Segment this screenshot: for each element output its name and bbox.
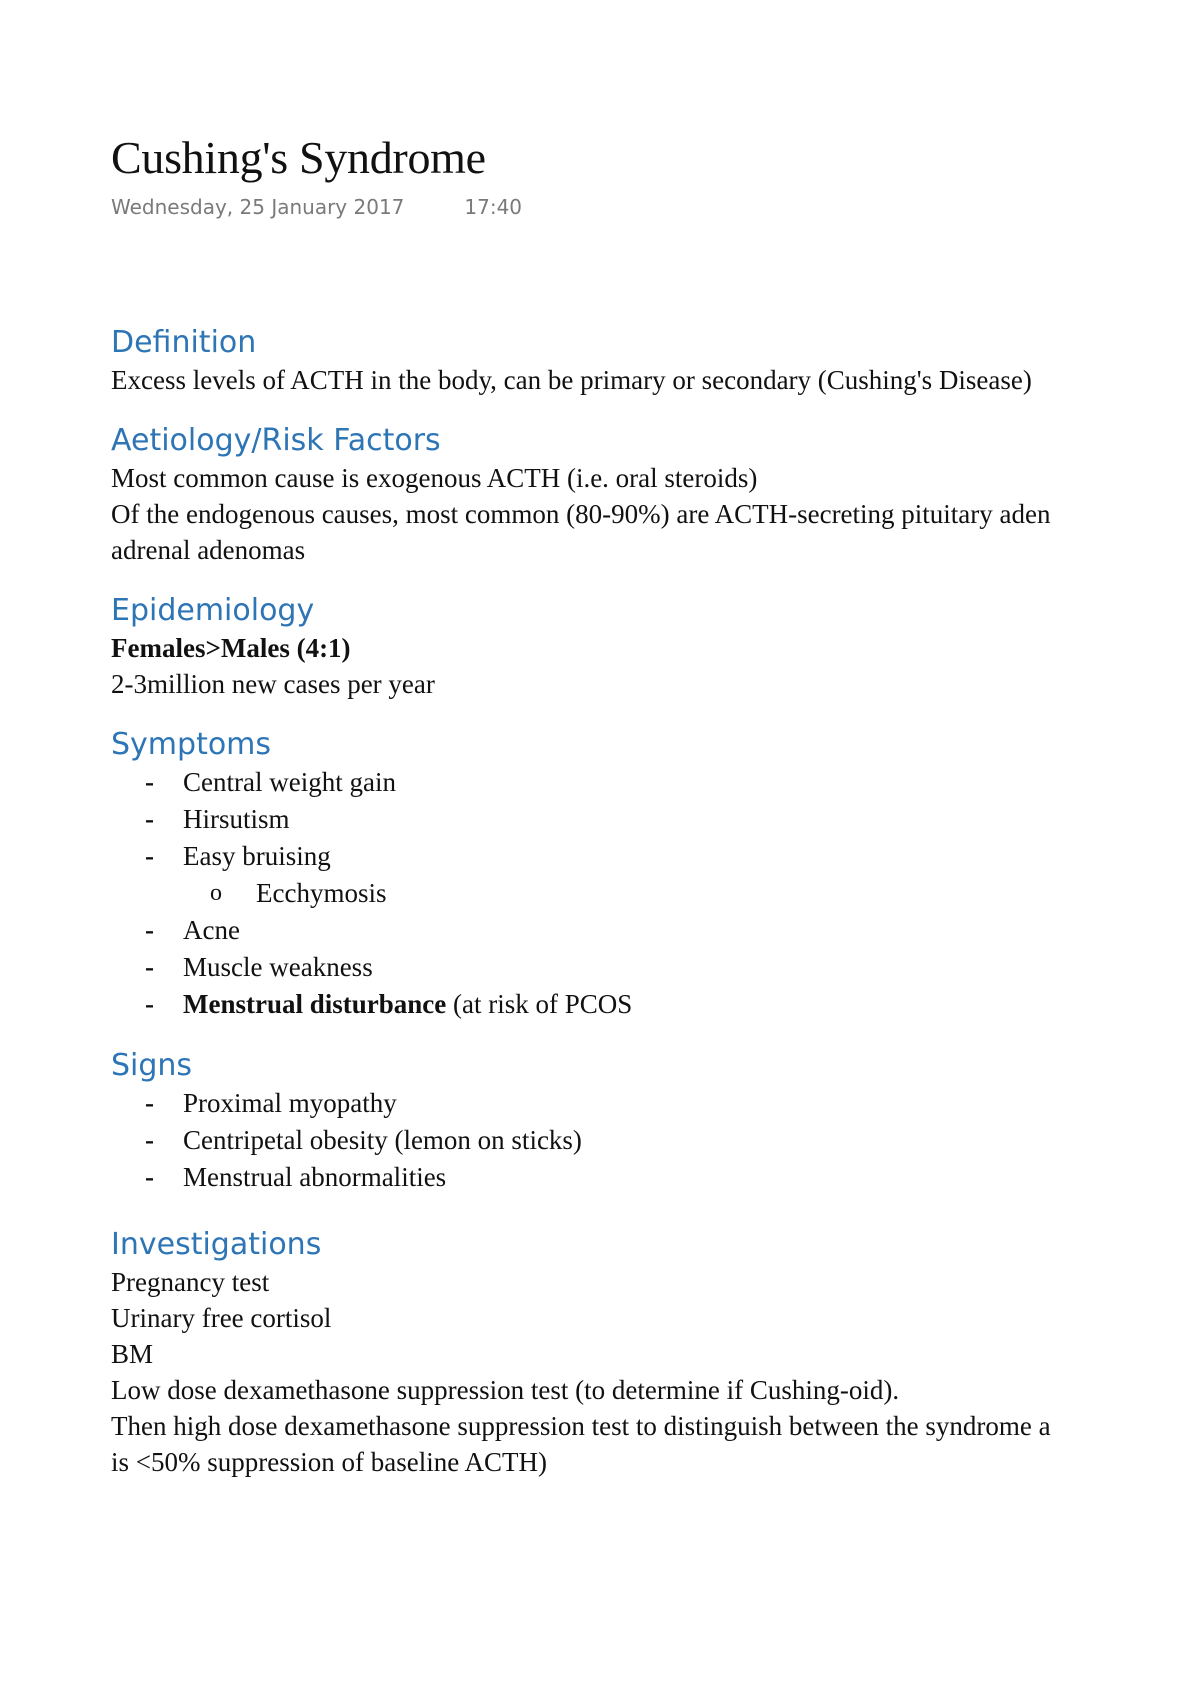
- list-item: - Easy bruising o Ecchymosis: [111, 838, 1200, 912]
- aetiology-line: Of the endogenous causes, most common (80-90%) are ACTH-secreting pituitary aden: [111, 499, 1051, 529]
- aetiology-heading: Aetiology/Risk Factors: [111, 423, 441, 458]
- investigation-line: Pregnancy test: [111, 1267, 270, 1297]
- circle-bullet: o: [210, 880, 222, 906]
- dash-bullet: -: [145, 1162, 154, 1192]
- signs-list: [111, 1085, 1200, 1196]
- list-item: - Proximal myopathy: [111, 1085, 1200, 1122]
- epidemiology-incidence: 2-3million new cases per year: [111, 669, 435, 699]
- dash-bullet: -: [145, 841, 154, 871]
- note-timestamp: [111, 194, 1200, 220]
- section-epidemiology: [111, 592, 1200, 702]
- dash-bullet: -: [145, 767, 154, 797]
- note-time: 17:40: [464, 195, 523, 219]
- note-content: [111, 130, 1200, 1480]
- section-signs: [111, 1047, 1200, 1196]
- symptoms-heading: Symptoms: [111, 727, 272, 762]
- list-item: o Ecchymosis: [111, 875, 1200, 912]
- list-item: - Menstrual disturbance (at risk of PCOS: [111, 986, 1200, 1023]
- investigation-line: Low dose dexamethasone suppression test (to determine if Cushing-oid).: [111, 1375, 900, 1405]
- signs-heading: Signs: [111, 1048, 193, 1083]
- investigation-line: Then high dose dexamethasone suppression test to distinguish between the syndrome a: [111, 1411, 1051, 1441]
- dash-bullet: -: [145, 989, 154, 1019]
- list-item: - Central weight gain: [111, 764, 1200, 801]
- page-title: Cushing's Syndrome: [111, 132, 486, 183]
- epidemiology-ratio: Females>Males (4:1): [111, 633, 351, 663]
- epidemiology-heading: Epidemiology: [111, 593, 315, 628]
- dash-bullet: -: [145, 915, 154, 945]
- section-definition: [111, 324, 1200, 398]
- dash-bullet: -: [145, 952, 154, 982]
- symptoms-list: [111, 764, 1200, 1023]
- list-item: - Centripetal obesity (lemon on sticks): [111, 1122, 1200, 1159]
- section-aetiology: [111, 422, 1200, 568]
- investigation-line: BM: [111, 1339, 154, 1369]
- dash-bullet: -: [145, 1088, 154, 1118]
- investigation-line: Urinary free cortisol: [111, 1303, 332, 1333]
- definition-heading: Definition: [111, 325, 257, 360]
- list-item: - Hirsutism: [111, 801, 1200, 838]
- menstrual-disturbance-bold: Menstrual disturbance: [183, 989, 447, 1019]
- section-investigations: [111, 1226, 1200, 1480]
- aetiology-line: adrenal adenomas: [111, 535, 306, 565]
- section-symptoms: [111, 726, 1200, 1023]
- dash-bullet: -: [145, 1125, 154, 1155]
- list-item: - Acne: [111, 912, 1200, 949]
- investigations-heading: Investigations: [111, 1227, 322, 1262]
- note-date: Wednesday, 25 January 2017: [111, 195, 405, 219]
- dash-bullet: -: [145, 804, 154, 834]
- aetiology-line: Most common cause is exogenous ACTH (i.e. oral steroids): [111, 463, 758, 493]
- symptoms-sublist: [111, 875, 1200, 912]
- definition-text: Excess levels of ACTH in the body, can be primary or secondary (Cushing's Disease): [111, 365, 1032, 395]
- investigation-line: is <50% suppression of baseline ACTH): [111, 1447, 547, 1477]
- list-item: - Menstrual abnormalities: [111, 1159, 1200, 1196]
- list-item: - Muscle weakness: [111, 949, 1200, 986]
